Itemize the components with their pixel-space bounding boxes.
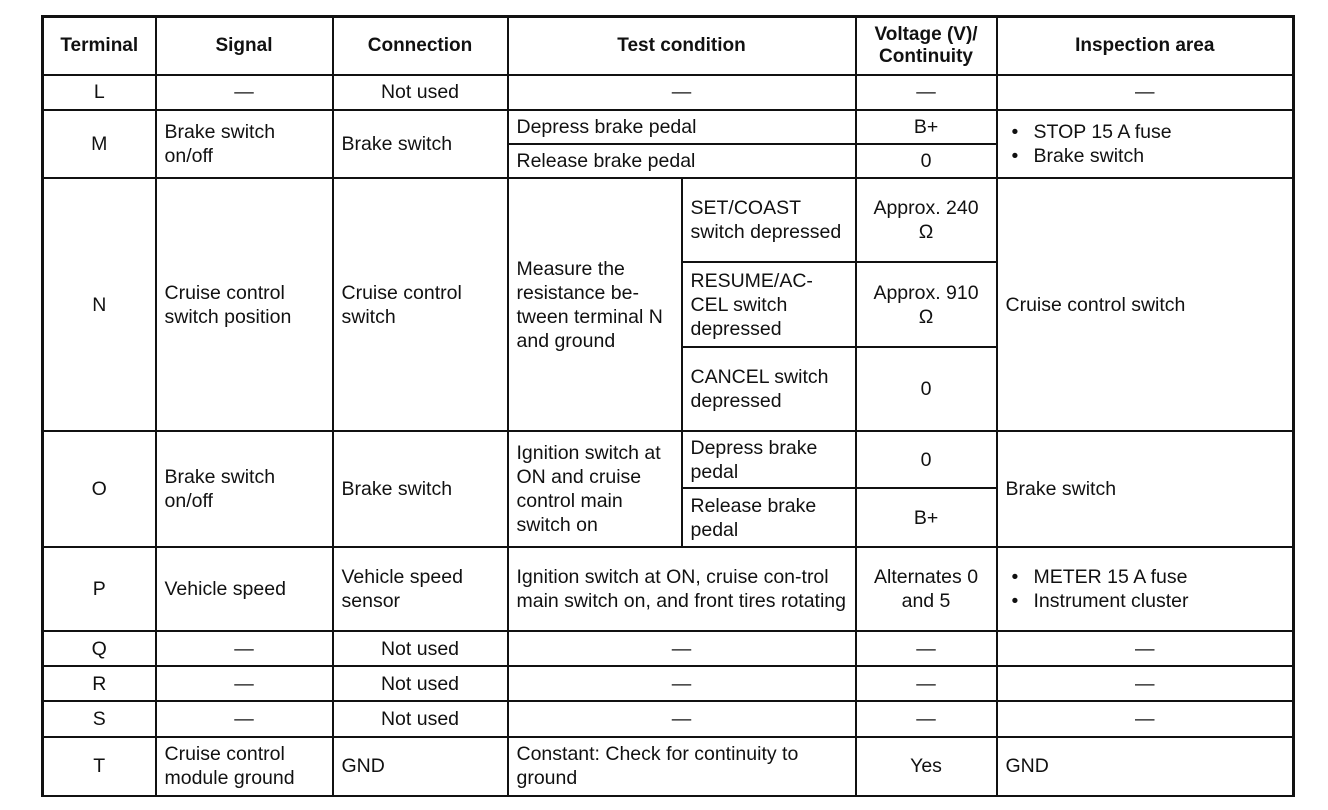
connection-cell: Not used xyxy=(333,701,508,736)
signal-cell: Cruise control switch position xyxy=(156,178,333,431)
header-terminal: Terminal xyxy=(43,17,156,75)
test-condition-cell: — xyxy=(508,701,856,736)
connection-cell: Not used xyxy=(333,666,508,701)
test-condition-cell: Measure the resistance be-tween terminal N and ground xyxy=(508,178,682,431)
connection-cell: Brake switch xyxy=(333,110,508,178)
list-item: • STOP 15 A fuse xyxy=(1010,120,1285,144)
inspection-cell xyxy=(997,547,1294,631)
connection-cell: Brake switch xyxy=(333,431,508,547)
test-condition-cell: Depress brake pedal xyxy=(508,110,856,144)
terminal-cell: L xyxy=(43,75,156,110)
signal-cell: Brake switch on/off xyxy=(156,110,333,178)
signal-cell: Cruise control module ground xyxy=(156,737,333,796)
header-test-condition: Test condition xyxy=(508,17,856,75)
header-voltage xyxy=(856,17,997,75)
table-row xyxy=(43,431,1294,488)
header-connection: Connection xyxy=(333,17,508,75)
connection-cell: Not used xyxy=(333,75,508,110)
terminal-cell: Q xyxy=(43,631,156,666)
list-item: • Brake switch xyxy=(1010,144,1285,168)
voltage-cell: Approx. 910 Ω xyxy=(856,262,997,346)
terminal-inspection-table xyxy=(41,15,1295,797)
table-row xyxy=(43,701,1294,736)
table-row xyxy=(43,631,1294,666)
voltage-cell: Yes xyxy=(856,737,997,796)
inspection-cell: Brake switch xyxy=(997,431,1294,547)
table-row xyxy=(43,178,1294,262)
test-condition-cell: — xyxy=(508,666,856,701)
sub-condition-cell: SET/COAST switch depressed xyxy=(682,178,856,262)
inspection-cell: — xyxy=(997,666,1294,701)
voltage-cell: — xyxy=(856,666,997,701)
sub-condition-cell: Release brake pedal xyxy=(682,488,856,546)
signal-cell: — xyxy=(156,701,333,736)
inspection-cell: — xyxy=(997,75,1294,110)
list-item: • Instrument cluster xyxy=(1010,589,1285,613)
terminal-cell: N xyxy=(43,178,156,431)
signal-cell: — xyxy=(156,666,333,701)
voltage-cell: — xyxy=(856,631,997,666)
terminal-cell: T xyxy=(43,737,156,796)
terminal-cell: S xyxy=(43,701,156,736)
signal-cell: Vehicle speed xyxy=(156,547,333,631)
voltage-cell: B+ xyxy=(856,488,997,546)
header-row xyxy=(43,17,1294,75)
inspection-list xyxy=(1006,565,1285,613)
header-inspection-area: Inspection area xyxy=(997,17,1294,75)
list-item: • METER 15 A fuse xyxy=(1010,565,1285,589)
terminal-cell: P xyxy=(43,547,156,631)
voltage-cell: — xyxy=(856,701,997,736)
voltage-cell: 0 xyxy=(856,431,997,488)
header-voltage-line2: Continuity xyxy=(879,45,973,67)
test-condition-cell: — xyxy=(508,75,856,110)
signal-cell: — xyxy=(156,631,333,666)
voltage-cell: Alternates 0 and 5 xyxy=(856,547,997,631)
inspection-cell: Cruise control switch xyxy=(997,178,1294,431)
terminal-cell: R xyxy=(43,666,156,701)
header-voltage-line1: Voltage (V)/ xyxy=(874,23,978,45)
sub-condition-cell: CANCEL switch depressed xyxy=(682,347,856,431)
inspection-cell xyxy=(997,110,1294,178)
inspection-cell: GND xyxy=(997,737,1294,796)
test-condition-cell: Constant: Check for continuity to ground xyxy=(508,737,856,796)
voltage-cell: B+ xyxy=(856,110,997,144)
inspection-cell: — xyxy=(997,631,1294,666)
voltage-cell: — xyxy=(856,75,997,110)
sub-condition-cell: Depress brake pedal xyxy=(682,431,856,488)
terminal-cell: M xyxy=(43,110,156,178)
table-row xyxy=(43,666,1294,701)
connection-cell: Not used xyxy=(333,631,508,666)
table-row xyxy=(43,75,1294,110)
test-condition-cell: Ignition switch at ON, cruise con-trol main switch on, and front tires rotating xyxy=(508,547,856,631)
test-condition-cell: Release brake pedal xyxy=(508,144,856,178)
terminal-cell: O xyxy=(43,431,156,547)
connection-cell: Cruise control switch xyxy=(333,178,508,431)
signal-cell: Brake switch on/off xyxy=(156,431,333,547)
test-condition-cell: Ignition switch at ON and cruise control main switch on xyxy=(508,431,682,547)
table-row xyxy=(43,737,1294,796)
voltage-cell: 0 xyxy=(856,347,997,431)
sub-condition-cell: RESUME/AC-CEL switch depressed xyxy=(682,262,856,346)
connection-cell: Vehicle speed sensor xyxy=(333,547,508,631)
inspection-list xyxy=(1006,120,1285,168)
table-row xyxy=(43,110,1294,144)
signal-cell: — xyxy=(156,75,333,110)
connection-cell: GND xyxy=(333,737,508,796)
header-signal: Signal xyxy=(156,17,333,75)
inspection-cell: — xyxy=(997,701,1294,736)
test-condition-cell: — xyxy=(508,631,856,666)
voltage-cell: Approx. 240 Ω xyxy=(856,178,997,262)
voltage-cell: 0 xyxy=(856,144,997,178)
table-row xyxy=(43,547,1294,631)
